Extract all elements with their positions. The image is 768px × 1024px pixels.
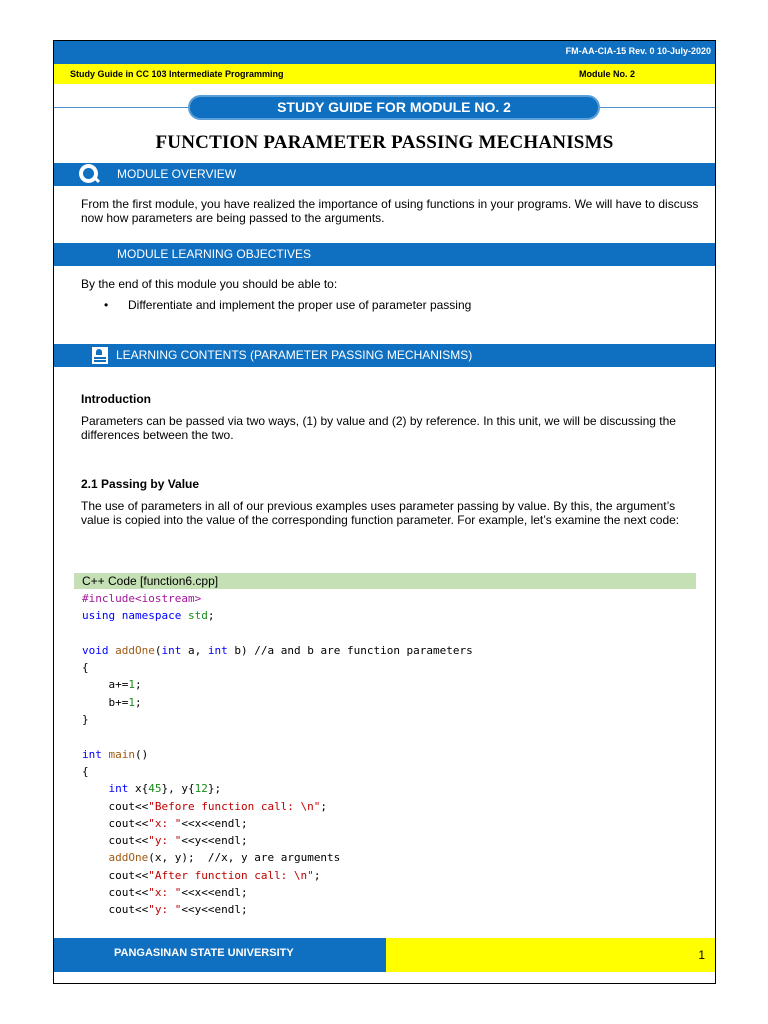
module-number: Module No. 2: [579, 69, 635, 79]
introduction-heading: Introduction: [81, 392, 151, 406]
contents-header: [54, 344, 715, 367]
code-line: {: [82, 661, 89, 675]
code-line: addOne(x, y); //x, y are arguments: [108, 851, 341, 865]
objective-item: [104, 298, 471, 312]
code-line: cout<<"Before function call: \n";: [82, 799, 328, 813]
footer-university-bar: [54, 938, 386, 972]
code-line: #include<iostream>: [82, 592, 202, 605]
overview-label: MODULE OVERVIEW: [117, 167, 237, 181]
code-line: }: [82, 713, 89, 727]
introduction-text: Parameters can be passed via two ways, (1) by value and (2) by reference. In this unit, we will be discussing the differences between the two.: [81, 414, 676, 442]
document-page: [53, 40, 716, 984]
objectives-header: [54, 243, 715, 266]
code-line: using namespace std;: [82, 609, 215, 623]
code-line: int main(): [82, 747, 149, 761]
code-line: void addOne(int a, int b) //a and b are function parameters: [82, 643, 473, 657]
page-number: 1: [698, 948, 705, 962]
contents-label: LEARNING CONTENTS (PARAMETER PASSING MECHANISMS): [116, 348, 473, 362]
objectives-intro: By the end of this module you should be able to:: [81, 277, 338, 291]
passing-by-value-text: The use of parameters in all of our previous examples uses parameter passing by value. By this, the argument’s value is copied into the value of the corresponding function parameter. For example, let’s examine the next code:: [81, 499, 680, 527]
passing-by-value-heading: 2.1 Passing by Value: [81, 477, 200, 491]
course-title: Study Guide in CC 103 Intermediate Programming: [70, 69, 284, 79]
code-line: cout<<"y: "<<y<<endl;: [82, 903, 248, 917]
search-icon: [79, 164, 98, 183]
code-line: {: [82, 764, 89, 778]
footer-page-bar: [386, 938, 715, 972]
code-label: C++ Code [function6.cpp]: [82, 574, 219, 588]
page-title: FUNCTION PARAMETER PASSING MECHANISMS: [155, 132, 614, 153]
objectives-label: MODULE LEARNING OBJECTIVES: [117, 247, 312, 261]
code-line: int x{45}, y{12};: [108, 782, 222, 796]
code-block: [82, 590, 473, 919]
document-icon: [92, 347, 108, 364]
code-line: cout<<"y: "<<y<<endl;: [82, 834, 248, 848]
overview-header: [54, 163, 715, 186]
objective-text: Differentiate and implement the proper use of parameter passing: [128, 298, 472, 312]
code-line: cout<<"After function call: \n";: [82, 868, 321, 882]
code-line: cout<<"x: "<<x<<endl;: [82, 816, 248, 830]
overview-text: From the first module, you have realized the importance of using functions in your programs. We will have to discuss now how parameters are being passed to the arguments.: [81, 197, 699, 225]
code-line: cout<<"x: "<<x<<endl;: [82, 886, 248, 900]
code-line: a+=1;: [82, 678, 142, 692]
bullet-icon: •: [104, 298, 109, 312]
form-ref-bar: [54, 41, 715, 64]
form-ref: FM-AA-CIA-15 Rev. 0 10-July-2020: [565, 46, 711, 56]
university-name: PANGASINAN STATE UNIVERSITY: [114, 947, 294, 959]
course-bar: [54, 64, 715, 84]
code-line: b+=1;: [82, 695, 142, 709]
banner-text: STUDY GUIDE FOR MODULE NO. 2: [277, 99, 511, 115]
study-guide-banner: [188, 95, 600, 120]
code-header: [74, 573, 696, 589]
